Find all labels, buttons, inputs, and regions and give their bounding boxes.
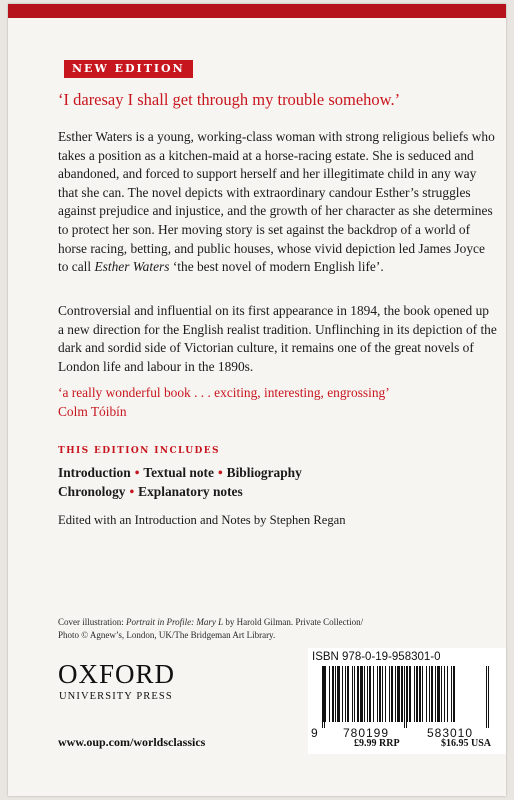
barcode-digits-right: 583010 [426,726,474,738]
barcode-bar [453,666,455,722]
barcode-bars [322,666,489,728]
includes-line-2 [58,483,498,501]
barcode-bar [382,666,383,722]
barcode-bar [395,666,396,722]
includes-item-explanatory-notes: Explanatory notes [138,484,243,499]
barcode-bar [364,666,365,722]
price-usd: $16.95 USA [441,738,492,749]
price-gbp: £9.99 RRP [354,738,400,749]
barcode-guard-bar [406,666,407,728]
barcode-bar [345,666,346,722]
barcode-guard-bar [322,666,323,728]
barcode-bar [385,666,386,722]
editor-credit: Edited with an Introduction and Notes by Stephen Regan [58,513,346,527]
description-paragraph-2: Controversial and influential on its first appearance in 1894, the book opened up a new direction for the English realist tradition. Unflinching in its depiction of the dark and sordid side of Victorian culture, it remains one of the great novels of London life and labour in the 1890s. [58,303,497,374]
oxford-logo: OXFORD [58,659,176,689]
description-paragraph-1 [58,128,498,277]
pull-quote: ‘I daresay I shall get through my trouble somehow.’ [58,90,401,109]
credit-prefix: Cover illustration: [58,617,126,627]
barcode-bar [337,666,340,722]
barcode-bar [422,666,423,722]
barcode-bar [347,666,349,722]
barcode-bar [451,666,452,722]
barcode-bar [352,666,353,722]
barcode-guard-bar [488,666,489,728]
barcode-bar [360,666,363,722]
bullet-icon: • [217,465,223,480]
barcode-bar [373,666,374,722]
includes-item-textual-note: Textual note [143,465,214,480]
barcode-bar [329,666,330,722]
new-edition-badge: NEW EDITION [64,60,193,78]
barcode-bar [379,666,381,722]
praise-author: Colm Tóibín [58,403,127,419]
credit-artwork-title: Portrait in Profile: Mary L [126,617,224,627]
novel-title-italic: Esther Waters [94,259,170,275]
includes-line-1 [58,464,498,482]
barcode-bar [431,666,433,722]
barcode-bar [342,666,343,722]
barcode-bar [354,666,355,722]
credit-photo: Photo © Agnew’s, London, UK/The Bridgeman Art Library. [58,629,276,640]
barcode-bar [416,666,418,722]
publisher-url: www.oup.com/worldsclassics [58,735,206,749]
back-cover [8,4,506,796]
includes-item-introduction: Introduction [58,465,131,480]
barcode-guard-bar [486,666,487,728]
barcode-bar [426,666,427,722]
isbn-label: ISBN 978-0-19-958301-0 [312,651,441,663]
cover-illustration-credit [58,616,478,641]
barcode-graphic [308,666,506,738]
barcode-bar [435,666,436,722]
includes-item-bibliography: Bibliography [226,465,302,480]
edition-includes-heading: THIS EDITION INCLUDES [58,446,220,456]
barcode-digit-first: 9 [311,726,318,738]
barcode-bar [437,666,440,722]
bullet-icon: • [134,465,140,480]
barcode-bar [407,666,408,722]
barcode-guard-bar [324,666,325,728]
barcode-bar [447,666,448,722]
top-red-band [8,4,506,18]
description-tail-text: ‘the best novel of modern English life’. [169,259,384,275]
bullet-icon: • [129,484,135,499]
credit-artist: by Harold Gilman. Private Collection/ [223,617,364,627]
barcode-bar [357,666,359,722]
barcode-bar [397,666,400,722]
barcode-bar [391,666,393,722]
barcode-bar [369,666,371,722]
praise-quote: ‘a really wonderful book . . . exciting, interesting, engrossing’ [58,385,390,400]
barcode-bar [389,666,390,722]
description-lead-text: Esther Waters is a young, working-class woman with strong religious beliefs who takes a position as a kitchen-maid at a horse-racing estate. She is seduced and abandoned, and forced to support herself and her illegitimate child in any way that she can. The novel depicts with extraordinary candour Esther’s struggles against prejudice and injustice, and the growth of her character as she determines to protect her son. Her moving story is set against the backdrop of a world of horse racing, betting, and public houses, whose vivid depiction led James Joyce to call [58,129,495,275]
barcode-bar [414,666,415,722]
barcode-guard-bar [404,666,405,728]
barcode-bar [429,666,430,722]
university-press-label: UNIVERSITY PRESS [59,691,173,702]
barcode-bar [419,666,421,722]
praise-block [58,384,498,421]
barcode-bar [335,666,336,722]
barcode-bar [409,666,411,722]
barcode-bar [401,666,403,722]
barcode-bar [325,666,326,722]
includes-item-chronology: Chronology [58,484,126,499]
barcode-bar [441,666,442,722]
barcode-bar [377,666,378,722]
barcode-digits-left: 780199 [342,726,390,738]
barcode-bar [367,666,368,722]
barcode-bar [332,666,334,722]
barcode-bar [444,666,445,722]
